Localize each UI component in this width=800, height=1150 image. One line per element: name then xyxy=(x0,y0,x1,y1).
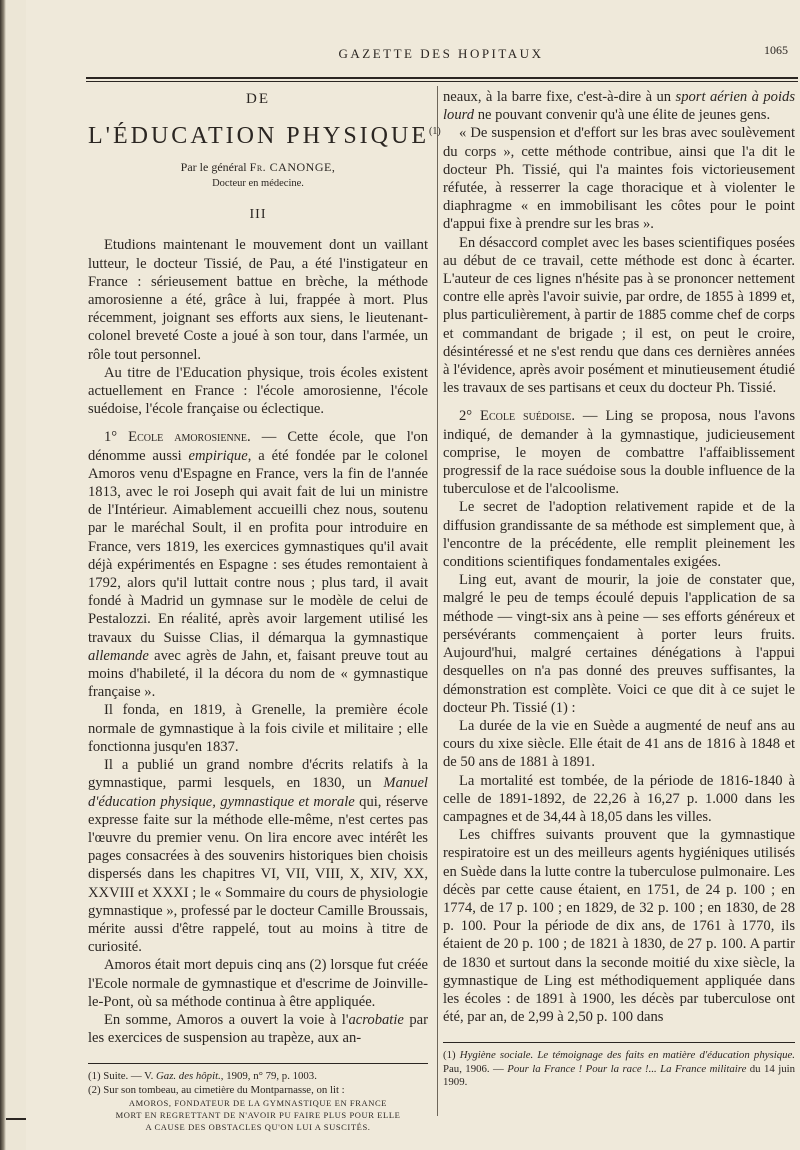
emphasis: empirique xyxy=(188,447,248,464)
footnote: (2) Sur son tombeau, au cimetière du Montparnasse, on lit : xyxy=(88,1083,345,1096)
text-run: En somme, Amoros a ouvert la voie à l' xyxy=(104,1011,349,1028)
emphasis: acrobatie xyxy=(348,1011,404,1028)
paragraph: Il fonda, en 1819, à Grenelle, la première école normale de gymnastique à la fois civile et militaire ; elle fonctionna jusqu'en 1837. xyxy=(88,702,428,755)
epitaph-line: AMOROS, FONDATEUR DE LA GYMNASTIQUE EN FRANCE xyxy=(128,1098,388,1109)
text-run: ne pouvant convenir qu'à une élite de jeunes gens. xyxy=(474,107,771,124)
footnote-rule xyxy=(443,1042,795,1043)
header-rule-thick xyxy=(86,77,798,79)
title-footnote-ref: (1) xyxy=(428,126,441,138)
byline-prefix: Par le général xyxy=(180,160,247,175)
section-label: 2° Ecole suédoise. xyxy=(459,408,575,425)
paragraph: Etudions maintenant le mouvement dont un vaillant lutteur, le docteur Tissié, de Pau, a été l'instigateur en France : sérieusement battue en brèche, la méthode amorosienne a été, grâce à lui, frappée à mort. Plus récemment, joignant ses efforts aux siens, le lieutenant-colonel breveté Coste a joué à son tour, dans l'armée, un rôle tout personnel. xyxy=(88,237,428,363)
text-run: , a été fondée par le colonel Amoros venu d'Espagne en France, vers la fin de l'année 1813, avec le roi Joseph qui avait fait de lui un ministre de l'Intérieur. Aimablement accueilli chez nous, soutenu par le maréchal Soult, il en profita pour introduire en France, vers 1819, les exercices gymnastiques qu'il avait déjà expérimentés en Espagne : ses études remontaient à 1792, alors qu'il luttait contre nous ; plus tard, il avait fondé à Madrid un gymnase sur le modèle de celui de Pestalozzi. En réalité, après avoir largement utilisé les travaux du Suisse Clias, il démarqua la gymnastique xyxy=(88,447,428,646)
page-header xyxy=(86,40,796,74)
paragraph xyxy=(443,88,795,124)
paragraph xyxy=(443,407,795,498)
margin-mark xyxy=(6,1118,26,1121)
emphasis: Manuel d'éducation physique, gymnastique et morale xyxy=(88,775,428,810)
paragraph xyxy=(88,756,428,956)
newspaper-page xyxy=(26,0,800,1150)
text-run: par les exercices de suspension au trapèze, aux an- xyxy=(88,1011,428,1047)
paragraph: Ling eut, avant de mourir, la joie de constater que, malgré le peu de temps écoulé depuis l'application de sa méthode — vingt-six ans à peine — ses efforts généreux et persévérants commençaient à porter leurs fruits. Aujourd'hui, malgré certaines dénégations à l'appui desquelles on n'a pas donné des preuves suffisantes, la démonstration est complète. Voici ce que dit à ce sujet le docteur Ph. Tissié (1) : xyxy=(443,572,795,716)
emphasis: Hygiène sociale. Le témoignage des faits en matière d'éducation physique. xyxy=(459,1049,795,1062)
page-binding-edge xyxy=(0,0,6,1150)
paragraph: Le secret de l'adoption relativement rapide et de la diffusion grandissante de sa méthode est simplement que, à l'encontre de la précédente, elle remplit pleinement les conditions scientifiques fondamentales exigées. xyxy=(443,499,795,571)
author-credential: Docteur en médecine. xyxy=(212,178,304,190)
section-label: 1° Ecole amorosienne. xyxy=(104,429,251,446)
text-run: (1) Suite. — V. xyxy=(88,1070,156,1083)
part-number: III xyxy=(249,207,267,223)
text-run: — Cette école, que l'on dénomme aussi xyxy=(88,429,428,464)
text-run: Il a publié un grand nombre d'écrits relatifs à la gymnastique, parmi lesquels, en 1830, un xyxy=(88,757,428,792)
journal-title: GAZETTE DES HOPITAUX xyxy=(338,46,544,61)
emphasis: Gaz. des hôpit. xyxy=(156,1070,221,1083)
footnote-rule xyxy=(88,1063,428,1064)
footnote xyxy=(88,1070,428,1084)
text-run: du 14 juin 1909. xyxy=(443,1062,795,1089)
text-run: avec agrès de Jahn, et, faisant preuve tout au moins d'habileté, il la décora du nom de « gymnastique française ». xyxy=(88,647,428,701)
emphasis: allemande xyxy=(88,647,149,664)
footnote xyxy=(443,1049,795,1090)
paragraph: « De suspension et d'effort sur les bras avec soulèvement du corps », cette méthode contribue, ainsi que l'a dit le docteur Ph. Tissié, qui l'a maintes fois victorieusement réfutée, à resserrer la cage thoracique et à violenter le diaphragme « en immobilisant les côtes pour le point d'appui fixe à prendre sur les bras ». xyxy=(443,125,795,233)
emphasis: sport aérien à poids lourd xyxy=(443,89,796,124)
paragraph: En désaccord complet avec les bases scientifiques posées au début de ce travail, cette méthode est donc à écarter. L'auteur de ces lignes n'hésite pas à se prononcer nettement contre elle après l'avoir suivie, par ordre, de 1855 à 1899 et, plus particulièrement, à partir de 1885 comme chef de corps et commandant de brigade ; il est, on peut le croire, désintéressé et ne s'est rendu que dans ces dernières années à l'évidence, après avoir posément et minutieusement étudié les travaux de ses partisans et ceux du docteur Ph. Tissié. xyxy=(443,234,795,397)
emphasis: Pour la France ! Pour la race !... La France militaire xyxy=(507,1062,747,1075)
header-rule-thin xyxy=(86,81,798,82)
paragraph: La durée de la vie en Suède a augmenté de neuf ans au cours du xixe siècle. Elle était de 41 ans de 1816 à 1848 et de 50 ans de 1881 à 1891. xyxy=(443,717,795,771)
paragraph xyxy=(88,428,428,701)
byline xyxy=(88,160,428,175)
article-pre-title: DE xyxy=(246,91,270,107)
epitaph-line: MORT EN REGRETTANT DE N'AVOIR PU FAIRE PLUS POUR ELLE xyxy=(115,1110,401,1121)
paragraph: Amoros était mort depuis cinq ans (2) lorsque fut créée l'Ecole normale de gymnastique et d'escrime de Joinville-le-Pont, où sa méthode continua à être appliquée. xyxy=(88,957,428,1010)
column-separator xyxy=(437,86,438,1116)
paragraph: La mortalité est tombée, de la période de 1816-1840 à celle de 1891-1892, de 22,26 à 16,27 p. 1.000 dans les campagnes et de 34,44 à 18,05 dans les villes. xyxy=(443,772,795,825)
article-title xyxy=(88,118,441,150)
epitaph-line: A CAUSE DES OBSTACLES QU'ON LUI A SUSCITÉS. xyxy=(145,1122,371,1133)
text-run: neaux, à la barre fixe, c'est-à-dire à un xyxy=(443,89,676,105)
article-title-text: L'ÉDUCATION PHYSIQUE xyxy=(88,123,429,150)
text-run: Pau, 1906. — xyxy=(443,1062,508,1075)
paragraph xyxy=(88,1011,428,1047)
left-column xyxy=(88,88,441,1133)
right-column xyxy=(443,88,795,1090)
author-name: Fr. CANONGE, xyxy=(249,160,336,175)
paragraph: Les chiffres suivants prouvent que la gymnastique respiratoire est un des meilleurs agents hygiéniques utilisés en Suède dans la lutte contre la tuberculose pulmonaire. Les décès par cette cause étaient, en 1751, de 24 p. 100 ; en 1774, de 17 p. 100 ; en 1829, de 32 p. 100 ; en 1830, de 28 p. 100. Pour la période de dix ans, de 1761 à 1770, ils étaient de 20 p. 100 ; de 1821 à 1830, de 27 p. 100. A partir de 1830 et surtout dans la seconde moitié du xixe siècle, la gymnastique de Ling est méthodiquement appliquée dans les écoles : de 1891 à 1900, les décès par tuberculose ont été, par an, de 2,99 à 2,50 p. 100 dans xyxy=(443,827,795,1026)
text-run: — Ling se proposa, nous l'avons indiqué, de demander à la gymnastique, judicieusement comprise, le moyen de combattre l'affaiblissement progressif de la race suédoise sous la double influence de la tuberculose et de l'alcoolisme. xyxy=(443,408,796,498)
page-number: 1065 xyxy=(764,43,788,57)
text-run: (1) xyxy=(443,1049,460,1062)
text-run: qui, réserve expresse faite sur la méthode elle-même, n'est certes pas l'œuvre du premier venu. On lira encore avec intérêt les pages consacrées à des souvenirs historiques bien choisis dispersés dans les chapitres VI, VII, VIII, X, XIV, XX, XXVIII et XXXI ; le « Sommaire du cours de physiologie gymnastique », professé par le docteur Camille Broussais, mérite aussi d'être rappelé, tout au moins à titre de curiosité. xyxy=(88,793,428,956)
text-run: , 1909, n° 79, p. 1003. xyxy=(220,1070,317,1083)
paragraph: Au titre de l'Education physique, trois écoles existent actuellement en France : l'école amorosienne, l'école suédoise, l'école française ou éclectique. xyxy=(88,364,428,418)
